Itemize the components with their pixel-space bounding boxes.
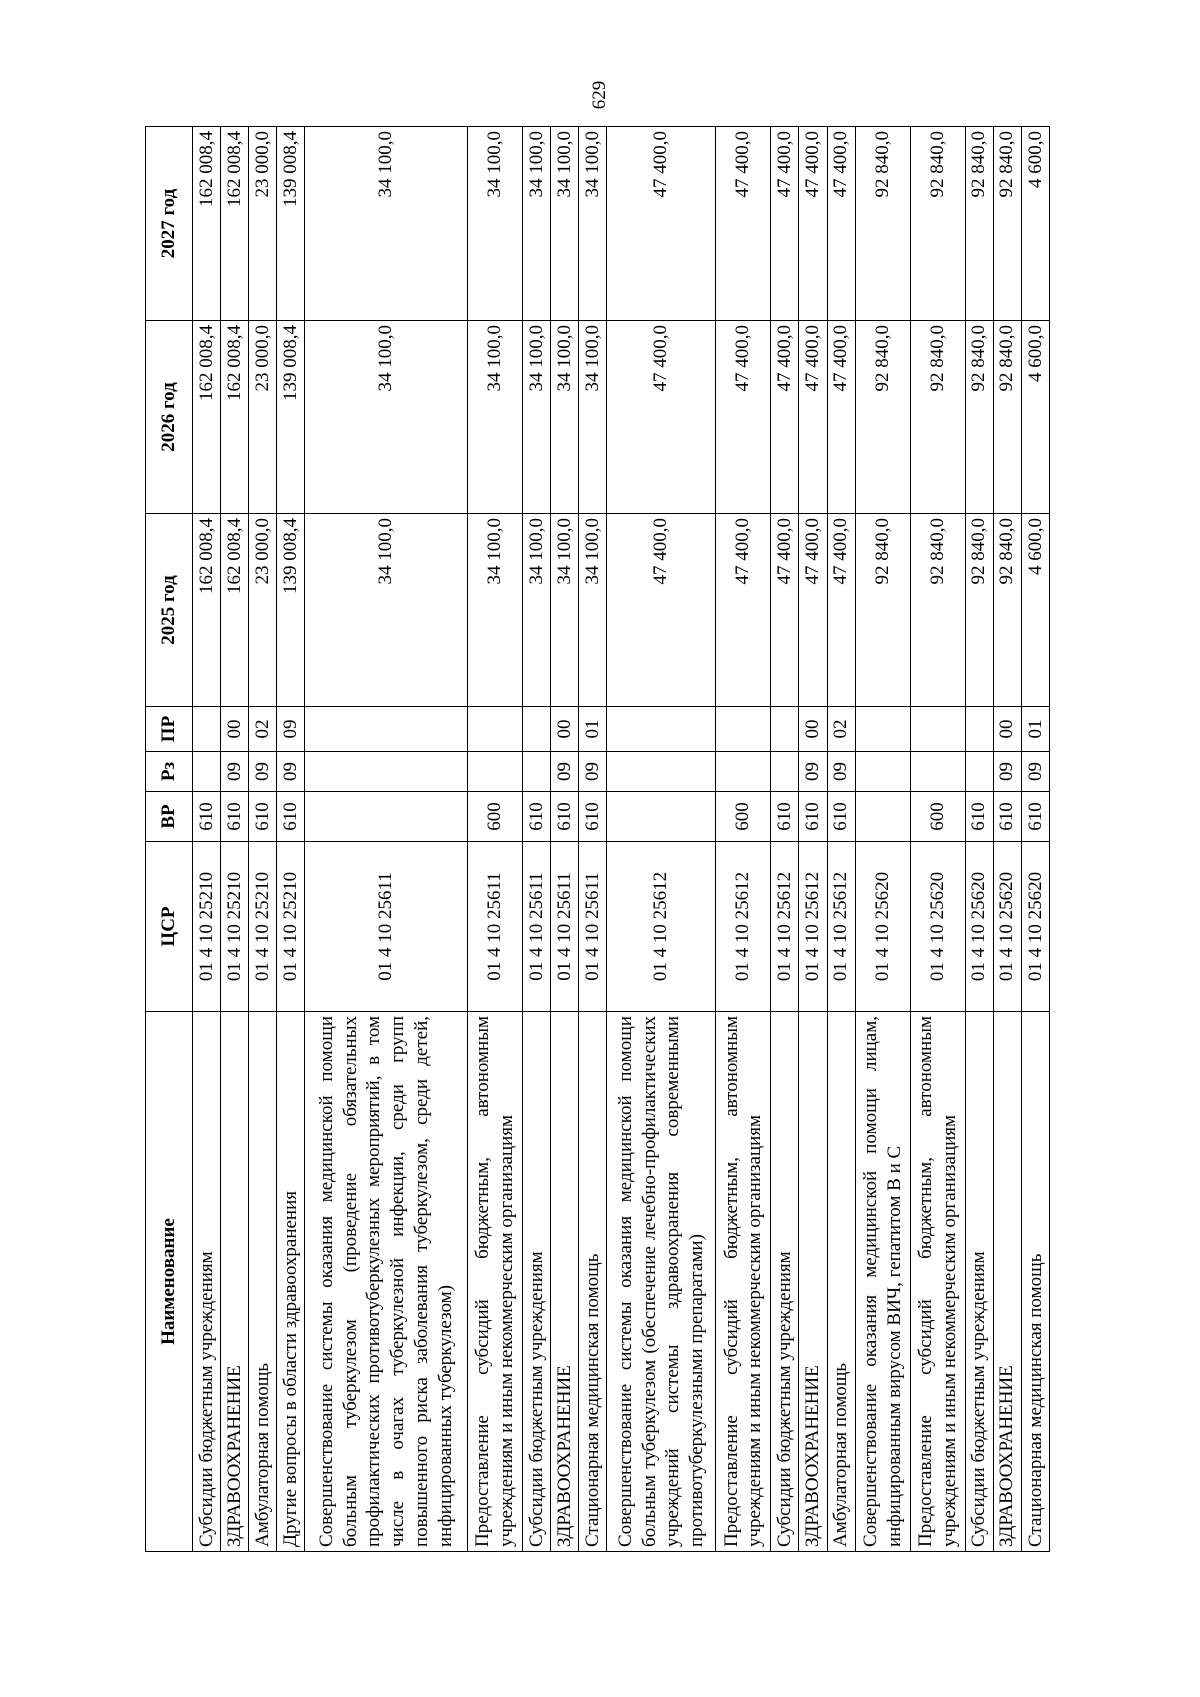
cell-2027: 139 008,4: [277, 127, 305, 321]
cell-2025: 162 008,4: [221, 514, 249, 707]
cell-2027: 34 100,0: [468, 127, 523, 321]
cell-2025: 47 400,0: [716, 514, 771, 707]
column-header-rz: Рз: [146, 752, 193, 792]
cell-2025: 34 100,0: [468, 514, 523, 707]
table-body: [193, 127, 1050, 1552]
column-header-name: Наименование: [146, 1012, 193, 1552]
cell-pr: 01: [579, 707, 607, 752]
cell-vr: [305, 792, 468, 842]
column-header-2026: 2026 год: [146, 321, 193, 514]
cell-2026: 162 008,4: [193, 321, 221, 514]
cell-csr: 01 4 10 25210: [249, 842, 277, 1012]
cell-vr: 610: [277, 792, 305, 842]
cell-2026: 162 008,4: [221, 321, 249, 514]
table-row: [1021, 127, 1049, 1552]
cell-name: ЗДРАВООХРАНЕНИЕ: [799, 1012, 827, 1552]
cell-2026: 47 400,0: [716, 321, 771, 514]
cell-name: Стационарная медицинская помощь: [1021, 1012, 1049, 1552]
table-header-row: [146, 127, 193, 1552]
cell-csr: 01 4 10 25611: [468, 842, 523, 1012]
cell-2025: 92 840,0: [855, 514, 910, 707]
cell-rz: 09: [551, 752, 579, 792]
table-row: [468, 127, 523, 1552]
cell-2026: 92 840,0: [965, 321, 993, 514]
cell-2025: 34 100,0: [579, 514, 607, 707]
cell-rz: [716, 752, 771, 792]
cell-csr: 01 4 10 25611: [305, 842, 468, 1012]
cell-2027: 162 008,4: [221, 127, 249, 321]
table-row: [855, 127, 910, 1552]
table-row: [305, 127, 468, 1552]
cell-name: Субсидии бюджетным учреждениям: [771, 1012, 799, 1552]
cell-pr: [305, 707, 468, 752]
cell-pr: 00: [993, 707, 1021, 752]
cell-2026: 4 600,0: [1021, 321, 1049, 514]
cell-vr: 600: [716, 792, 771, 842]
cell-2027: 92 840,0: [910, 127, 965, 321]
cell-vr: 600: [910, 792, 965, 842]
cell-pr: [965, 707, 993, 752]
cell-2026: 47 400,0: [827, 321, 855, 514]
cell-vr: 610: [1021, 792, 1049, 842]
page-number: 629: [589, 80, 610, 110]
table-row: [993, 127, 1021, 1552]
cell-2025: 47 400,0: [771, 514, 799, 707]
cell-vr: 610: [249, 792, 277, 842]
column-header-pr: ПР: [146, 707, 193, 752]
cell-2026: 47 400,0: [799, 321, 827, 514]
cell-rz: 09: [827, 752, 855, 792]
cell-2025: 92 840,0: [910, 514, 965, 707]
cell-pr: 02: [827, 707, 855, 752]
cell-rz: [965, 752, 993, 792]
cell-rz: 09: [799, 752, 827, 792]
cell-pr: [607, 707, 716, 752]
cell-name: Другие вопросы в области здравоохранения: [277, 1012, 305, 1552]
budget-table: [145, 126, 1050, 1552]
cell-csr: 01 4 10 25612: [771, 842, 799, 1012]
cell-2026: 139 008,4: [277, 321, 305, 514]
cell-2026: 92 840,0: [855, 321, 910, 514]
cell-name: Субсидии бюджетным учреждениям: [523, 1012, 551, 1552]
cell-name: Совершенствование системы оказания медицинской помощи больным туберкулезом (проведение обязательных профилактических противотуберкулезных мероприятий, в том числе в очагах туберкулезной инфекции, среди групп повышенного риска заболевания туберкулезом, среди детей, инфицированных туберкулезом): [305, 1012, 468, 1552]
cell-vr: 610: [799, 792, 827, 842]
cell-csr: 01 4 10 25620: [855, 842, 910, 1012]
cell-vr: 610: [551, 792, 579, 842]
column-header-csr: ЦСР: [146, 842, 193, 1012]
cell-2025: 139 008,4: [277, 514, 305, 707]
cell-pr: [771, 707, 799, 752]
cell-rz: [855, 752, 910, 792]
cell-2026: 92 840,0: [910, 321, 965, 514]
cell-pr: [193, 707, 221, 752]
cell-csr: 01 4 10 25611: [551, 842, 579, 1012]
table-row: [579, 127, 607, 1552]
cell-rz: 09: [221, 752, 249, 792]
cell-2025: 47 400,0: [827, 514, 855, 707]
cell-2026: 34 100,0: [305, 321, 468, 514]
cell-name: Амбулаторная помощь: [827, 1012, 855, 1552]
cell-vr: [607, 792, 716, 842]
cell-vr: 610: [993, 792, 1021, 842]
cell-2027: 92 840,0: [855, 127, 910, 321]
cell-2025: 34 100,0: [523, 514, 551, 707]
cell-csr: 01 4 10 25210: [277, 842, 305, 1012]
cell-rz: [910, 752, 965, 792]
cell-rz: 09: [579, 752, 607, 792]
table-row: [551, 127, 579, 1552]
cell-pr: [468, 707, 523, 752]
rotated-table-container: [145, 127, 1050, 1552]
cell-vr: 610: [579, 792, 607, 842]
cell-2027: 34 100,0: [551, 127, 579, 321]
cell-name: ЗДРАВООХРАНЕНИЕ: [551, 1012, 579, 1552]
table-row: [716, 127, 771, 1552]
cell-name: Совершенствование оказания медицинской помощи лицам, инфицированным вирусом ВИЧ, гепатитом В и С: [855, 1012, 910, 1552]
cell-2027: 47 400,0: [716, 127, 771, 321]
cell-2027: 23 000,0: [249, 127, 277, 321]
cell-name: ЗДРАВООХРАНЕНИЕ: [993, 1012, 1021, 1552]
cell-vr: 610: [193, 792, 221, 842]
table-row: [523, 127, 551, 1552]
cell-csr: 01 4 10 25620: [910, 842, 965, 1012]
cell-name: ЗДРАВООХРАНЕНИЕ: [221, 1012, 249, 1552]
cell-vr: 610: [827, 792, 855, 842]
cell-csr: 01 4 10 25612: [799, 842, 827, 1012]
cell-vr: 610: [771, 792, 799, 842]
cell-pr: [716, 707, 771, 752]
cell-2025: 47 400,0: [607, 514, 716, 707]
cell-pr: [910, 707, 965, 752]
cell-name: Предоставление субсидий бюджетным, автономным учреждениям и иным некоммерческим организациям: [468, 1012, 523, 1552]
cell-rz: 09: [277, 752, 305, 792]
cell-pr: 02: [249, 707, 277, 752]
cell-name: Амбулаторная помощь: [249, 1012, 277, 1552]
cell-2027: 34 100,0: [305, 127, 468, 321]
cell-2027: 92 840,0: [965, 127, 993, 321]
cell-csr: 01 4 10 25210: [221, 842, 249, 1012]
cell-pr: 00: [221, 707, 249, 752]
cell-csr: 01 4 10 25210: [193, 842, 221, 1012]
cell-pr: [523, 707, 551, 752]
cell-csr: 01 4 10 25611: [579, 842, 607, 1012]
cell-2025: 34 100,0: [551, 514, 579, 707]
cell-2025: 92 840,0: [965, 514, 993, 707]
cell-2025: 34 100,0: [305, 514, 468, 707]
cell-2026: 34 100,0: [523, 321, 551, 514]
column-header-vr: ВР: [146, 792, 193, 842]
cell-pr: 09: [277, 707, 305, 752]
cell-2025: 23 000,0: [249, 514, 277, 707]
table-row: [965, 127, 993, 1552]
cell-vr: 600: [468, 792, 523, 842]
cell-csr: 01 4 10 25612: [716, 842, 771, 1012]
cell-name: Субсидии бюджетным учреждениям: [193, 1012, 221, 1552]
cell-name: Стационарная медицинская помощь: [579, 1012, 607, 1552]
cell-2026: 92 840,0: [993, 321, 1021, 514]
cell-2026: 34 100,0: [551, 321, 579, 514]
table-row: [193, 127, 221, 1552]
cell-2027: 47 400,0: [799, 127, 827, 321]
cell-csr: 01 4 10 25611: [523, 842, 551, 1012]
cell-vr: 610: [221, 792, 249, 842]
cell-pr: 01: [1021, 707, 1049, 752]
cell-csr: 01 4 10 25620: [993, 842, 1021, 1012]
table-row: [910, 127, 965, 1552]
cell-csr: 01 4 10 25612: [827, 842, 855, 1012]
cell-rz: [193, 752, 221, 792]
cell-csr: 01 4 10 25620: [965, 842, 993, 1012]
table-row: [221, 127, 249, 1552]
cell-pr: 00: [799, 707, 827, 752]
cell-rz: [523, 752, 551, 792]
cell-2026: 34 100,0: [579, 321, 607, 514]
cell-2025: 4 600,0: [1021, 514, 1049, 707]
cell-2027: 34 100,0: [579, 127, 607, 321]
cell-name: Предоставление субсидий бюджетным, автономным учреждениям и иным некоммерческим организациям: [716, 1012, 771, 1552]
table-row: [799, 127, 827, 1552]
table-row: [249, 127, 277, 1552]
cell-name: Совершенствование системы оказания медицинской помощи больным туберкулезом (обеспечение лечебно-профилактических учреждений системы здравоохранения современными противотуберкулезными препаратами): [607, 1012, 716, 1552]
cell-2027: 47 400,0: [827, 127, 855, 321]
cell-rz: 09: [1021, 752, 1049, 792]
cell-vr: [855, 792, 910, 842]
cell-csr: 01 4 10 25612: [607, 842, 716, 1012]
cell-rz: [305, 752, 468, 792]
cell-2025: 92 840,0: [993, 514, 1021, 707]
cell-vr: 610: [965, 792, 993, 842]
cell-2026: 47 400,0: [607, 321, 716, 514]
cell-2027: 162 008,4: [193, 127, 221, 321]
cell-rz: 09: [249, 752, 277, 792]
table-row: [827, 127, 855, 1552]
cell-2027: 34 100,0: [523, 127, 551, 321]
column-header-2027: 2027 год: [146, 127, 193, 321]
table-row: [607, 127, 716, 1552]
cell-2026: 47 400,0: [771, 321, 799, 514]
cell-2025: 162 008,4: [193, 514, 221, 707]
table-row: [277, 127, 305, 1552]
cell-2025: 47 400,0: [799, 514, 827, 707]
cell-rz: 09: [993, 752, 1021, 792]
cell-pr: [855, 707, 910, 752]
column-header-2025: 2025 год: [146, 514, 193, 707]
cell-rz: [468, 752, 523, 792]
cell-pr: 00: [551, 707, 579, 752]
cell-vr: 610: [523, 792, 551, 842]
cell-csr: 01 4 10 25620: [1021, 842, 1049, 1012]
cell-2026: 23 000,0: [249, 321, 277, 514]
cell-2027: 47 400,0: [607, 127, 716, 321]
cell-2027: 4 600,0: [1021, 127, 1049, 321]
cell-rz: [607, 752, 716, 792]
table-row: [771, 127, 799, 1552]
cell-name: Предоставление субсидий бюджетным, автономным учреждениям и иным некоммерческим организациям: [910, 1012, 965, 1552]
cell-rz: [771, 752, 799, 792]
cell-2027: 47 400,0: [771, 127, 799, 321]
cell-2026: 34 100,0: [468, 321, 523, 514]
cell-2027: 92 840,0: [993, 127, 1021, 321]
cell-name: Субсидии бюджетным учреждениям: [965, 1012, 993, 1552]
